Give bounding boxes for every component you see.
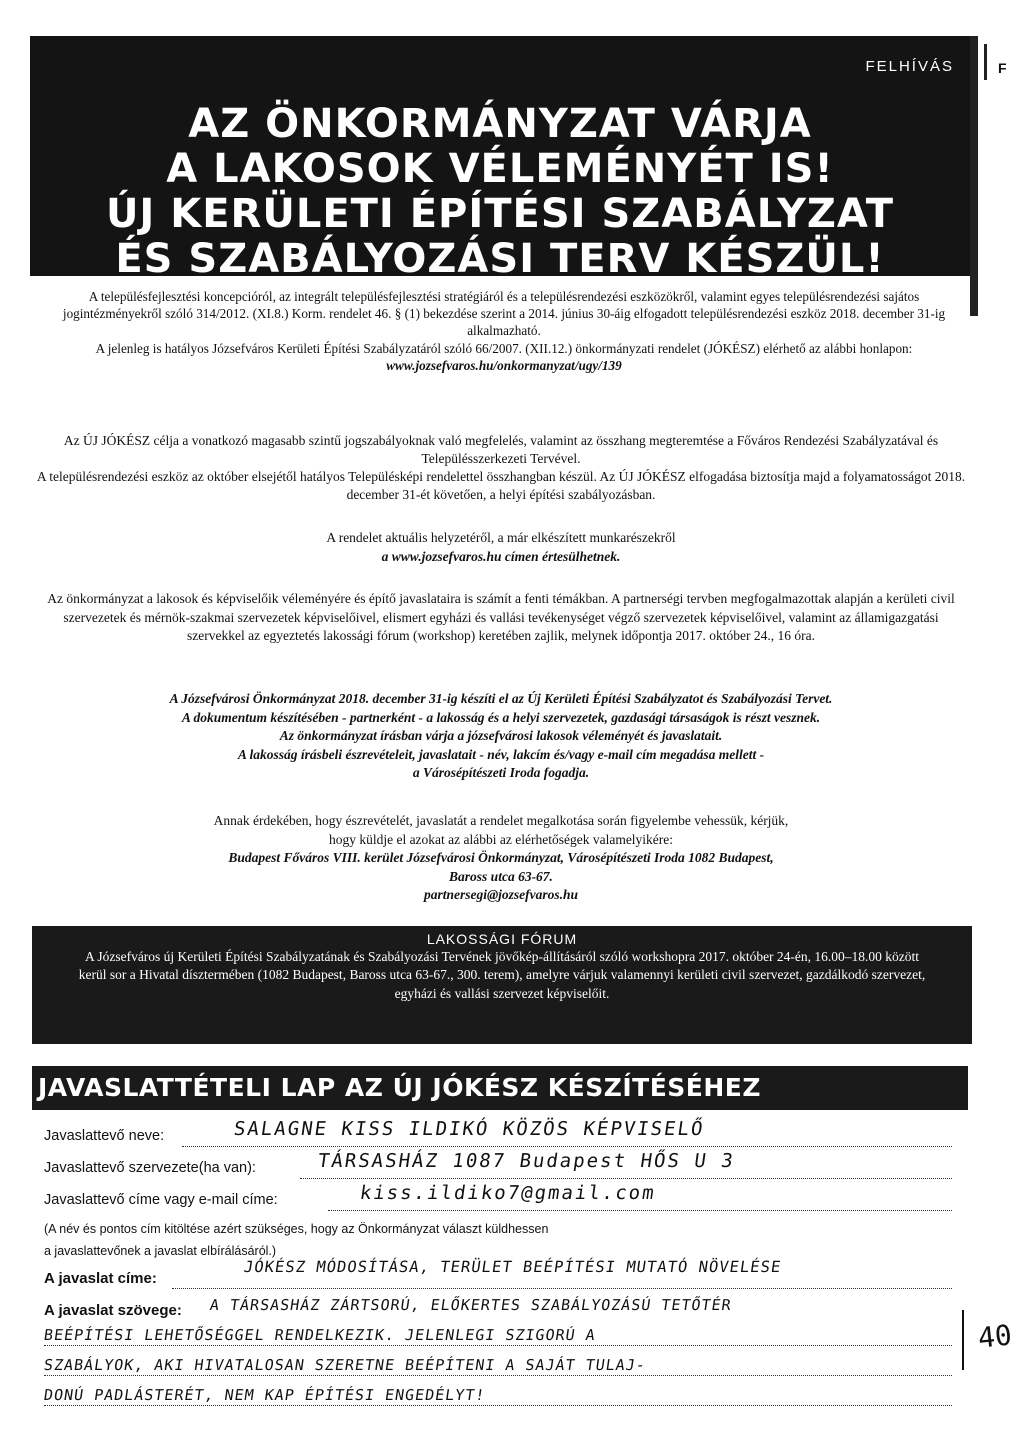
headline-line-1: AZ ÖNKORMÁNYZAT VÁRJA (188, 101, 812, 147)
header-banner (30, 36, 970, 282)
edge-letter: F (998, 60, 1007, 76)
forum-text: A Józsefváros új Kerületi Építési Szabályzatának és Szabályozási Tervének jövőkép-állításáról szóló workshopra 2017. október 24-én, 16.00–18.00 között kerül sor a Hivatal dísztermében (1082 Budapest, Baross utca 63-67., 300. terem), amelyre várjuk valamennyi kerületi civil szervezet, gazdálkodó szervezet, egyházi és vallási szervezet képviselőit. (78, 949, 926, 1001)
proposal-text-line-1[interactable]: A TÁRSASHÁZ ZÁRTSORÚ, ELŐKERTES SZABÁLYOZÁSÚ TETŐTÉR (208, 1296, 733, 1314)
status-line-2: a www.jozsefvaros.hu címen értesülhetnek. (381, 549, 621, 564)
postal-address-1: Budapest Főváros VIII. kerület Józsefvárosi Önkormányzat, Városépítészeti Iroda 1082 Budapest, (228, 850, 774, 865)
decision-line-1: A Józsefvárosi Önkormányzat 2018. december 31-ig készíti el az Új Kerületi Építési Szabályzatot és Szabályozási Tervet. (169, 691, 833, 706)
goal-paragraph-2: A településrendezési eszköz az október elsejétől hatályos Településképi rendelettel összhangban készül. Az ÚJ JÓKÉSZ elfogadása biztosítja majd a folyamatosságot 2018. december 31-ét követően, a helyi építési szabályozásban. (36, 469, 966, 502)
postal-address-2: Baross utca 63-67. (449, 868, 553, 884)
form-note-2: a javaslattevőnek a javaslat elbírálásáról.) (44, 1244, 277, 1258)
section-label: FELHÍVÁS (865, 58, 954, 75)
form-note-1: (A név és pontos cím kitöltése azért szükséges, hogy az Önkormányzat választ küldhessen (44, 1222, 549, 1236)
text-dotline-2 (44, 1344, 952, 1346)
proposal-text-label: A javaslat szövege: (44, 1302, 182, 1319)
headline-line-3: ÚJ KERÜLETI ÉPÍTÉSI SZABÁLYZAT (105, 191, 895, 237)
participation-section (36, 590, 966, 646)
text-dotline-4 (44, 1404, 952, 1406)
proposal-text-line-2[interactable]: BEÉPÍTÉSI LEHETŐSÉGGEL RENDELKEZIK. JELENLEGI SZIGORÚ A (42, 1326, 597, 1344)
contact-dotline (328, 1209, 952, 1211)
name-row (44, 1128, 164, 1144)
title-row (44, 1270, 157, 1287)
request-line-2: hogy küldje el azokat az alábbi az elérhetőségek valamelyikére: (328, 831, 674, 847)
status-line-1: A rendelet aktuális helyzetéről, a már elkészített munkarészekről (326, 530, 676, 545)
status-section (36, 528, 966, 566)
goal-section (36, 432, 966, 504)
forum-title: LAKOSSÁGI FÓRUM (426, 931, 578, 947)
name-dotline (182, 1145, 952, 1147)
intro-paragraph-2: A jelenleg is hatályos Józsefváros Kerületi Építési Szabályzatáról szóló 66/2007. (XII.12.) önkormányzati rendelet (JÓKÉSZ) elérhető az alábbi honlapon: (95, 340, 913, 356)
contact-row (44, 1192, 278, 1208)
participation-paragraph: Az önkormányzat a lakosok és képviselőik véleményére és építő javaslataira is számít a fenti témákban. A partnerségi tervben megfogalmazottak alapján a kerületi civil szervezetek és mérnök-szakmai szervezetek képviselőivel, elismert egyházi és vallási tevékenységet végző szervezetek képviselőivel, valamint az államigazgatási szervekkel az egyeztetés lakossági fórum (workshop) keretében zajlik, melynek időpontja 2017. október 24., 16 óra. (47, 591, 955, 643)
org-field[interactable]: TÁRSASHÁZ 1087 Budapest HŐS U 3 (316, 1150, 737, 1172)
proposal-title-field[interactable]: JÓKÉSZ MÓDOSÍTÁSA, TERÜLET BEÉPÍTÉSI MUTATÓ NÖVELÉSE (242, 1258, 783, 1276)
page-edge-mark (984, 44, 987, 80)
contact-label: Javaslattevő címe vagy e-mail címe: (44, 1192, 278, 1208)
headline (30, 102, 970, 282)
decision-line-4: A lakosság írásbeli észrevételeit, javaslatait - név, lakcím és/vagy e-mail cím megadása mellett - (237, 746, 765, 762)
goal-paragraph-1: Az ÚJ JÓKÉSZ célja a vonatkozó magasabb szintű jogszabályoknak való megfelelés, valamint az összhang megteremtése a Főváros Rendezési Szabályzatával és Településszerkezeti Tervével. (63, 433, 939, 466)
text-dotline-3 (44, 1374, 952, 1376)
decision-line-3: Az önkormányzat írásban várja a józsefvárosi lakosok véleményét és javaslatait. (279, 728, 723, 743)
intro-section (44, 288, 964, 374)
org-row (44, 1160, 256, 1176)
decision-line-5: a Városépítészeti Iroda fogadja. (412, 765, 590, 780)
title-dotline (172, 1287, 952, 1289)
decision-line-2: A dokumentum készítésében - partnerként - a lakosság és a helyi szervezetek, gazdasági társaságok is részt vesznek. (181, 709, 821, 725)
name-label: Javaslattevő neve: (44, 1128, 165, 1144)
page-edge-bar (970, 36, 978, 316)
proposal-title-label: A javaslat címe: (44, 1270, 157, 1287)
org-label: Javaslattevő szervezete(ha van): (44, 1160, 256, 1176)
org-dotline (300, 1177, 952, 1179)
jokesz-url[interactable]: www.jozsefvaros.hu/onkormanyzat/ugy/139 (386, 357, 622, 373)
form-header: JAVASLATTÉTELI LAP AZ ÚJ JÓKÉSZ KÉSZÍTÉSÉHEZ (32, 1066, 968, 1110)
margin-number: 40 (976, 1318, 1014, 1355)
proposal-text-line-3[interactable]: SZABÁLYOK, AKI HIVATALOSAN SZERETNE BEÉPÍTENI A SAJÁT TULAJ- (42, 1356, 648, 1374)
name-field[interactable]: SALAGNE KISS ILDIKÓ KÖZÖS KÉPVISELŐ (232, 1118, 706, 1140)
margin-stroke (962, 1310, 964, 1370)
headline-line-4: ÉS SZABÁLYOZÁSI TERV KÉSZÜL! (115, 236, 885, 282)
contact-request-section (36, 812, 966, 905)
forum-box (32, 926, 972, 1044)
proposal-text-line-4[interactable]: DONÚ PADLÁSTERÉT, NEM KAP ÉPÍTÉSI ENGEDÉLYT! (42, 1386, 487, 1404)
request-line-1: Annak érdekében, hogy észrevételét, javaslatát a rendelet megalkotása során figyelembe vehessük, kérjük, (213, 813, 789, 828)
contact-field[interactable]: kiss.ildiko7@gmail.com (358, 1182, 658, 1204)
contact-email[interactable]: partnersegi@jozsefvaros.hu (423, 887, 579, 902)
headline-line-2: A LAKOSOK VÉLEMÉNYÉT IS! (166, 146, 834, 192)
intro-paragraph-1: A településfejlesztési koncepcióról, az integrált településfejlesztési stratégiáról és a településrendezési eszközökről, valamint egyes településrendezési sajátos jogintézményekről szóló 314/2012. (XI.8.) Korm. rendelet 46. § (1) bekezdése szerint a 2014. június 30-áig elfogadott településrendezési eszköz 2018. december 31-ig alkalmazható. (62, 289, 946, 339)
decision-section (36, 690, 966, 783)
text-row (44, 1302, 182, 1319)
